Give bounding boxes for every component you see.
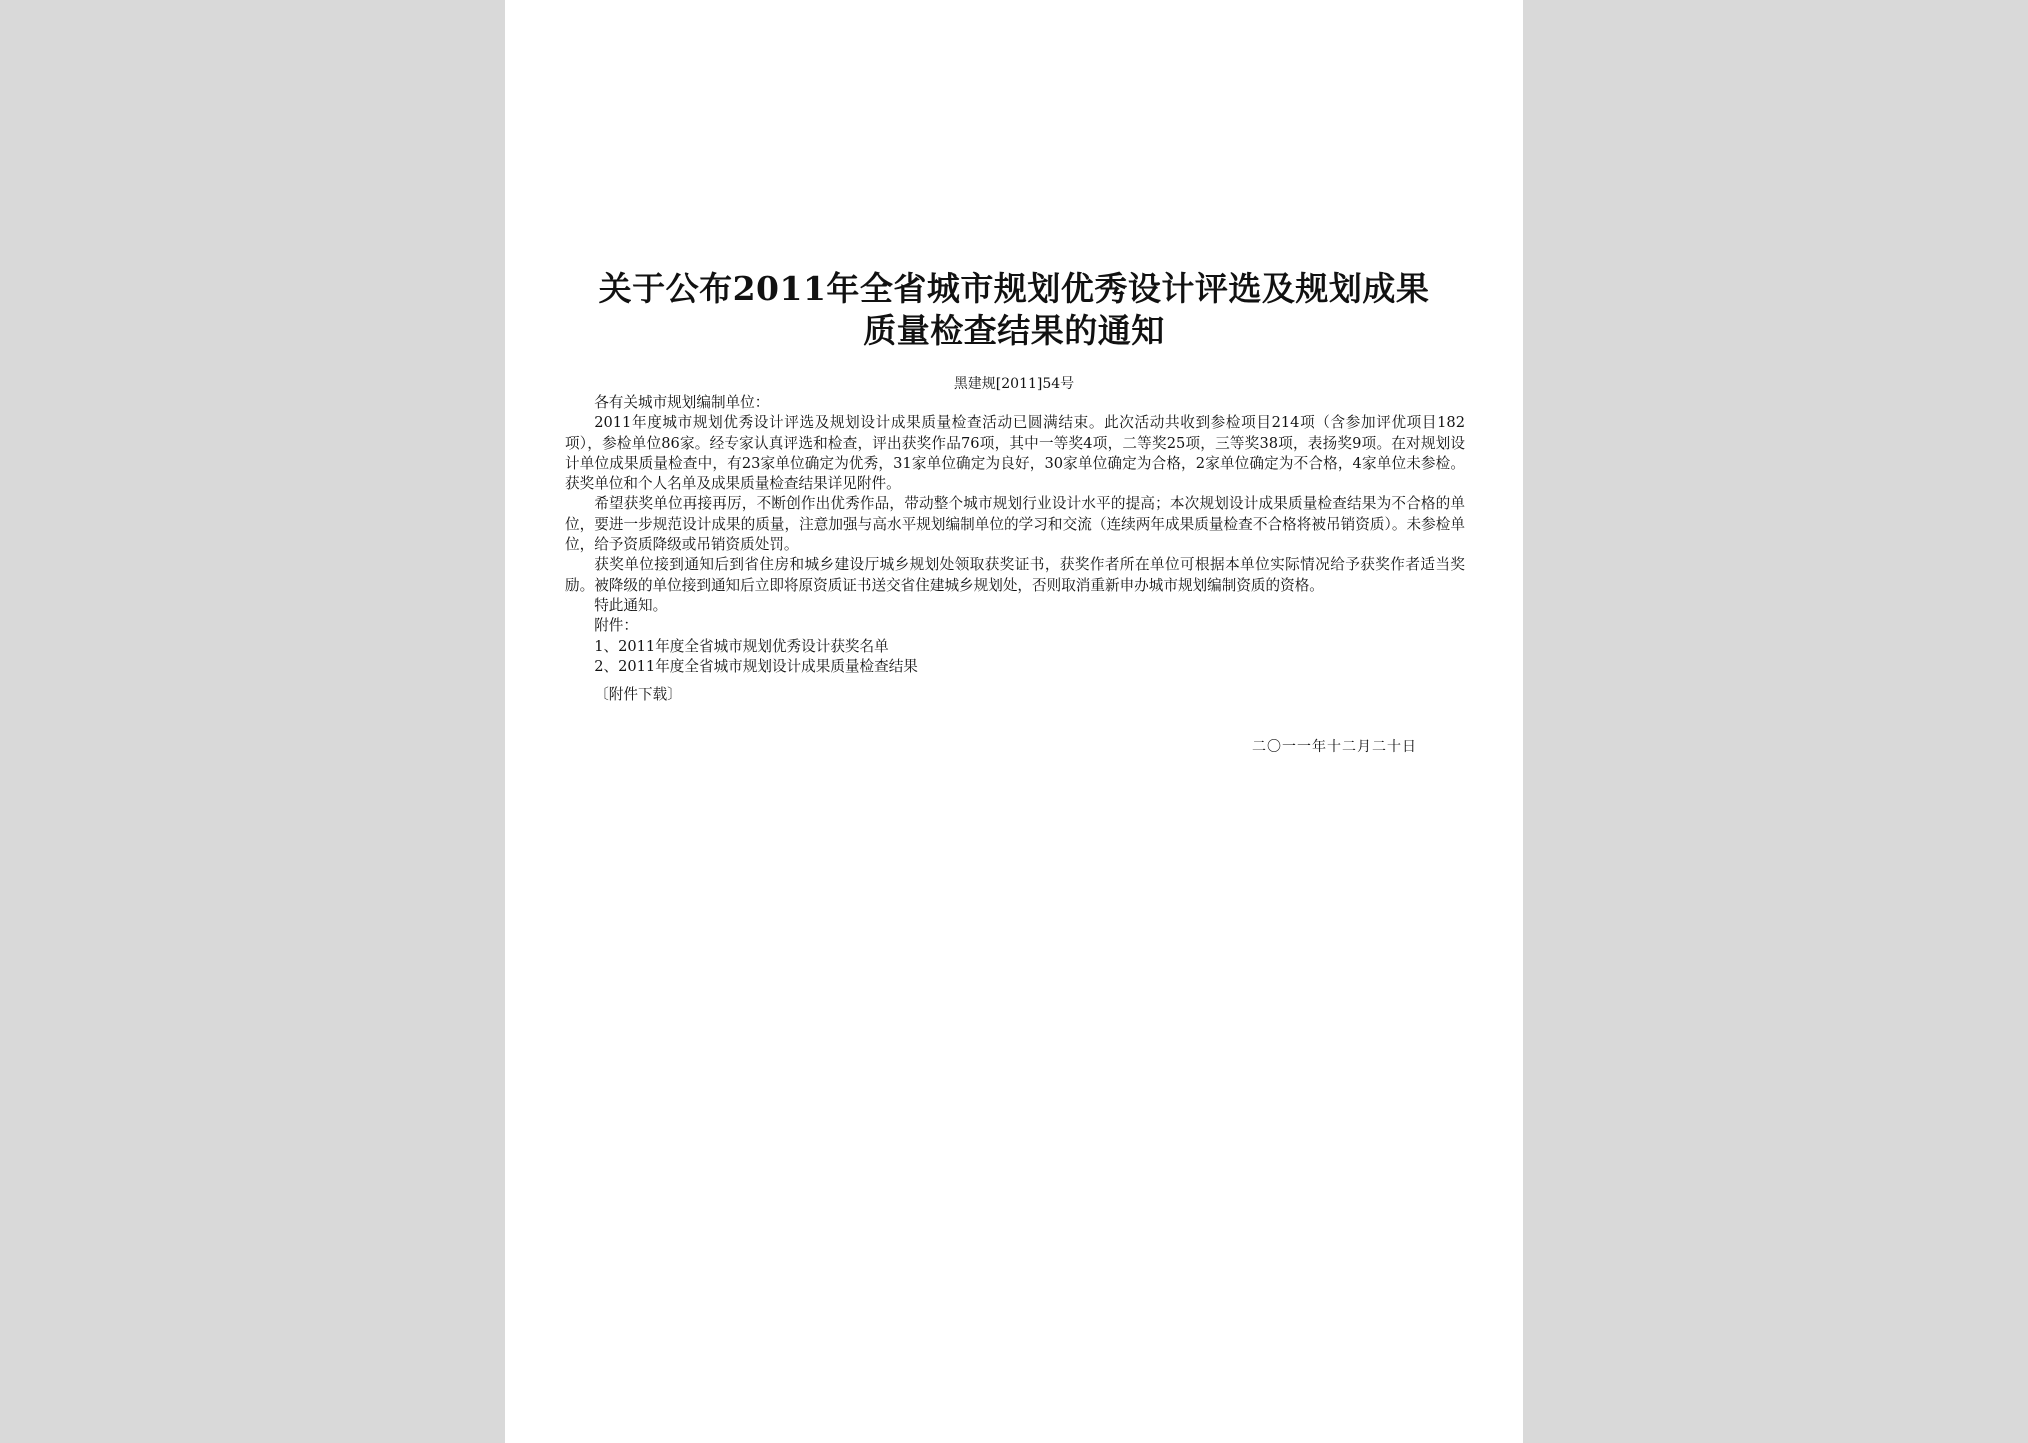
attachment-item-2: 2、2011年度全省城市规划设计成果质量检查结果 [594, 657, 918, 675]
paragraph-3: 获奖单位接到通知后到省住房和城乡建设厅城乡规划处领取获奖证书，获奖作者所在单位可根据本单位实际情况给予获奖作者适当奖励。被降级的单位接到通知后立即将原资质证书送交省住建城乡规划处，否则取消重新申办城市规划编制资质的资格。 [565, 556, 1465, 594]
attachments-label: 附件： [594, 617, 638, 635]
closing-text: 特此通知。 [594, 596, 668, 614]
document-page [505, 0, 1523, 1443]
attachments-list [565, 616, 1465, 705]
title-line-2: 质量检查结果的通知 [863, 311, 1165, 350]
paragraph-2: 希望获奖单位再接再厉，不断创作出优秀作品，带动整个城市规划行业设计水平的提高；本次规划设计成果质量检查结果为不合格的单位，要进一步规范设计成果的质量，注意加强与高水平规划编制单位的学习和交流（连续两年成果质量检查不合格将被吊销资质）。未参检单位，给予资质降级或吊销资质处罚。 [565, 495, 1465, 554]
attachment-download-link[interactable]: 〔附件下载〕 [594, 686, 682, 704]
document-date: 二〇一一年十二月二十日 [1252, 739, 1417, 755]
document-body [565, 393, 1465, 705]
document-title [535, 268, 1493, 352]
paragraph-1: 2011年度城市规划优秀设计评选及规划设计成果质量检查活动已圆满结束。此次活动共收到参检项目214项（含参加评优项目182项），参检单位86家。经专家认真评选和检查，评出获奖作品76项，其中一等奖4项，二等奖25项，三等奖38项，表扬奖9项。在对规划设计单位成果质量检查中，有23家单位确定为优秀，31家单位确定为良好，30家单位确定为合格，2家单位确定为不合格，4家单位未参检。获奖单位和个人名单及成果质量检查结果详见附件。 [565, 414, 1465, 493]
attachment-item-1: 1、2011年度全省城市规划优秀设计获奖名单 [594, 637, 889, 655]
document-number: 黑建规[2011]54号 [953, 376, 1075, 392]
title-line-1: 关于公布2011年全省城市规划优秀设计评选及规划成果 [598, 269, 1430, 308]
salutation: 各有关城市规划编制单位： [594, 394, 770, 411]
